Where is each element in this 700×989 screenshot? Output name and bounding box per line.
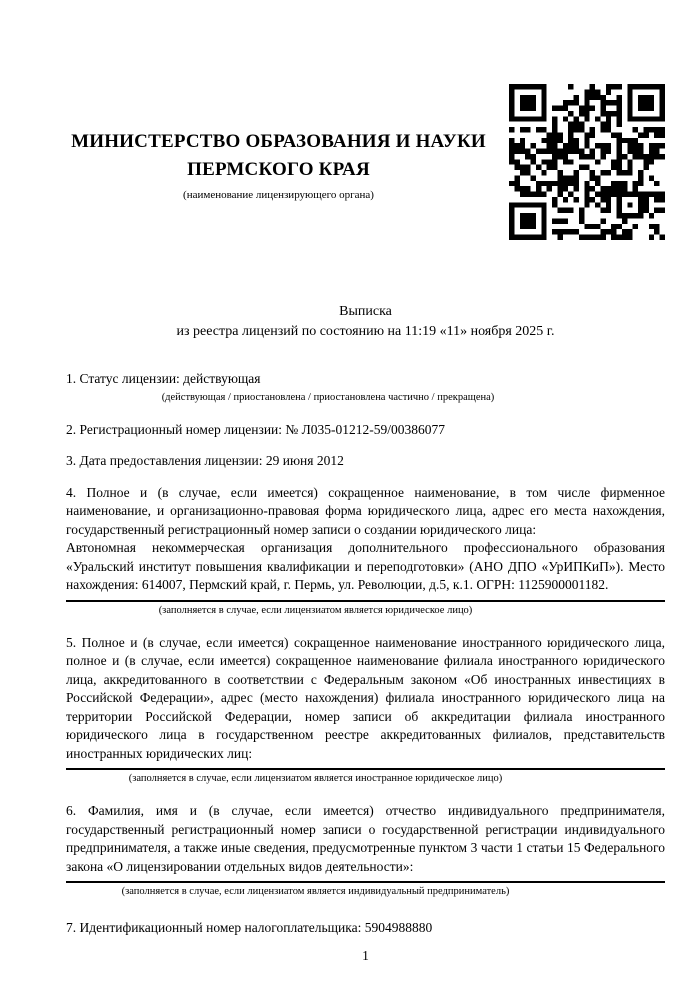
licensing-authority-block [66,84,491,202]
document-header [66,84,665,242]
qr-code-image [509,84,665,240]
foreign-entity-question: 5. Полное и (в случае, если имеется) сокращенное наименование иностранного юридического лица, полное и (в случае, если имеется) сокращенное наименование филиала иностранного юридического лица, аккредитованного в соответствии с Федеральным законом «Об иностранных инвестициях в Российской Федерации», адрес (место нахождения) филиала иностранного юридического лица на территории Российской Федерации, номер записи об аккредитации филиала иностранного юридического лица в государственном реестре аккредитованных филиалов, представительств иностранных юридических лиц: [66,634,665,761]
licensing-authority-name-line1: МИНИСТЕРСТВО ОБРАЗОВАНИЯ И НАУКИ [71,131,486,152]
document-title-line2: из реестра лицензий по состоянию на 11:19 «11» ноября 2025 г. [176,324,555,339]
registration-number-text: 2. Регистрационный номер лицензии: № Л035-01212-59/00386077 [66,421,446,437]
item-legal-entity [66,484,665,618]
foreign-entity-caption: (заполняется в случае, если лицензиатом является иностранное юридическое лицо) [128,773,503,784]
item-individual-entrepreneur [66,802,665,899]
license-status-text: 1. Статус лицензии: действующая [66,371,261,386]
legal-entity-field-rule [66,600,665,602]
individual-entrepreneur-caption: (заполняется в случае, если лицензиатом является индивидуальный предприниматель) [121,886,510,897]
item-foreign-entity [66,634,665,787]
item-taxpayer-id [66,919,665,938]
item-registration-number [66,421,665,440]
legal-entity-caption: (заполняется в случае, если лицензиатом является юридическое лицо) [158,604,473,616]
licensing-authority-caption: (наименование лицензирующего органа) [183,189,374,201]
document-title-line1: Выписка [339,304,392,319]
licensing-authority-name-line2: ПЕРМСКОГО КРАЯ [187,159,370,180]
individual-entrepreneur-question: 6. Фамилия, имя и (в случае, если имеется) отчество индивидуального предпринимателя, государственный регистрационный номер записи о государственной регистрации индивидуального предпринимателя, а также иные сведения, предусмотренные пунктом 3 части 1 статьи 15 Федерального закона «О лицензировании отдельных видов деятельности»: [66,803,665,874]
foreign-entity-field-rule [66,768,665,770]
taxpayer-id-text: 7. Идентификационный номер налогоплательщика: 5904988880 [66,920,433,935]
license-status-options-caption: (действующая / приостановлена / приостановлена частично / прекращена) [161,391,495,403]
qr-code-icon [509,84,665,240]
individual-entrepreneur-field-rule [66,881,665,883]
grant-date-text: 3. Дата предоставления лицензии: 29 июня 2012 [66,453,344,468]
legal-entity-question: 4. Полное и (в случае, если имеется) сокращенное наименование, в том числе фирменное наименование, и организационно-правовая форма юридического лица, адрес его места нахождения, государственный регистрационный номер записи о создании юридического лица: [66,484,665,537]
item-license-status [66,370,665,405]
licensing-authority-name [66,128,491,184]
item-grant-date [66,452,665,471]
page-number: 1 [362,947,369,963]
legal-entity-answer: Автономная некоммерческая организация дополнительного профессионального образования «Уральский институт повышения квалификации и переподготовки» (АНО ДПО «УрИПКиП»). Место нахождения: 614007, Пермский край, г. Пермь, ул. Революции, д.5, к.1. ОГРН: 1125900001182. [66,540,665,592]
document-title [66,302,665,342]
